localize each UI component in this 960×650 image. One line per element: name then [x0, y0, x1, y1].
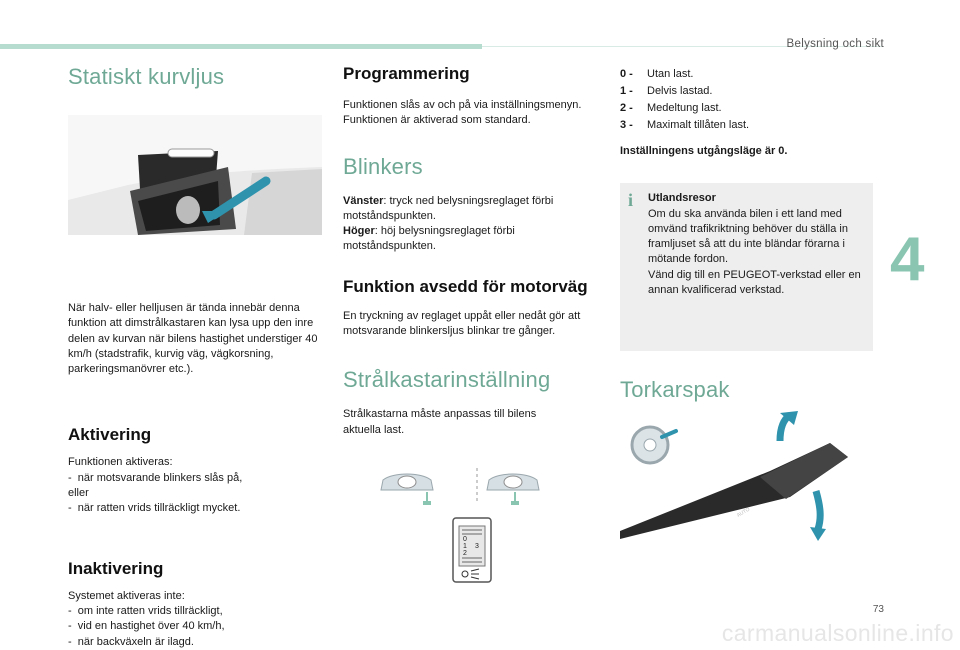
info-box [620, 183, 873, 351]
info-text-1: Om du ska använda bilen i ett land med omvänd trafikriktning behöver du ställa in framljuset så att du inte bländar förarna i mötande fordon. [648, 207, 848, 266]
load-level-item: 0 - Utan last. [620, 68, 694, 80]
deactivation-item: - vid en hastighet över 40 km/h, [68, 619, 326, 634]
load-level-item: 3 - Maximalt tillåten last. [620, 119, 750, 131]
vehicle-load-diagram [343, 466, 543, 586]
deactivation-item: - om inte ratten vrids tillräckligt, [68, 604, 326, 619]
blinkers-left-label: Vänster [343, 194, 384, 207]
dial-mark-3: 3 [475, 542, 479, 550]
wiper-title: Torkarspak [620, 377, 730, 403]
headlamp-text: Strålkastarna måste anpassas till bilens aktuella last. [343, 408, 537, 436]
headlamp-title: Strålkastarinställning [343, 367, 551, 393]
load-level-item: 2 - Medeltung last. [620, 102, 722, 114]
activation-item: - när ratten vrids tillräckligt mycket. [68, 501, 326, 516]
headlamp-levelling-illustration [343, 466, 543, 586]
cornering-light-title: Statiskt kurvljus [68, 64, 225, 89]
activation-lead: Funktionen aktiveras: [68, 456, 173, 469]
info-text-2: Vänd dig till en PEUGEOT-verkstad eller en annan kvalificerad verkstad. [648, 268, 861, 297]
column-cornering-light [68, 64, 326, 650]
dial-mark-0: 0 [463, 535, 467, 543]
load-levels-list [620, 66, 878, 134]
activation-item: - när motsvarande blinkers slås på, [68, 471, 326, 486]
deactivation-item: - när backväxeln är ilagd. [68, 635, 326, 650]
section-title: Belysning och sikt [786, 38, 884, 50]
steering-wheel-icon [632, 427, 676, 463]
programming-title: Programmering [343, 64, 470, 83]
activation-list-1 [68, 471, 326, 486]
wiper-stalk-image [620, 411, 852, 541]
fog-lamp-illustration [68, 115, 322, 235]
deactivation-list [68, 604, 326, 650]
activation-list-2 [68, 501, 326, 516]
fog-lamp-image [68, 115, 322, 235]
deactivation-title: Inaktivering [68, 558, 164, 578]
header-bar [0, 44, 482, 49]
blinkers-right-text: : höj belysningsreglaget förbi motståndspunkten. [343, 225, 515, 253]
watermark: carmanualsonline.info [721, 620, 954, 646]
cornering-light-intro: När halv- eller helljusen är tända innebär denna funktion att dimstrålkastaren kan lysa upp den inre delen av kurvan när bilens hastighet understiger 40 km/h (stadstrafik, kurvig väg, vägkorsning, parkeringsmanövrer etc.). [68, 302, 318, 376]
motorway-text: En tryckning av reglaget uppåt eller nedåt gör att motsvarande blinkersljus blinkar tre gånger. [343, 309, 581, 338]
chapter-number: 4 [890, 225, 925, 294]
column-programming [343, 64, 605, 586]
blinkers-left [343, 194, 605, 225]
blinkers-left-text: : tryck ned belysningsreglaget förbi motståndspunkten. [343, 194, 554, 222]
blinkers-title: Blinkers [343, 153, 423, 179]
wiper-stalk-label: AUTO [736, 506, 751, 520]
car-level-right-icon [487, 474, 539, 505]
dial-mark-2: 2 [463, 549, 467, 557]
activation-title: Aktivering [68, 425, 152, 445]
load-level-item: 1 - Delvis lastad. [620, 85, 713, 97]
deactivation-lead: Systemet aktiveras inte: [68, 589, 185, 602]
wiper-stalk-illustration [620, 411, 852, 541]
default-setting: Inställningens utgångsläge är 0. [620, 145, 788, 157]
blinkers-right-label: Höger [343, 225, 375, 238]
motorway-title: Funktion avsedd för motorväg [343, 276, 588, 296]
car-level-left-icon [381, 474, 433, 505]
programming-line-1: Funktionen slås av och på via inställningsmenyn. [343, 99, 582, 111]
info-icon: i [628, 190, 634, 211]
dial-mark-1: 1 [463, 542, 467, 550]
activation-or: eller [68, 487, 89, 500]
info-title: Utlandsresor [648, 192, 716, 205]
headlamp-dial [453, 518, 491, 582]
page-number: 73 [872, 604, 884, 615]
programming-line-2: Funktionen är aktiverad som standard. [343, 114, 531, 127]
column-load [620, 66, 878, 541]
blinkers-right [343, 224, 605, 255]
